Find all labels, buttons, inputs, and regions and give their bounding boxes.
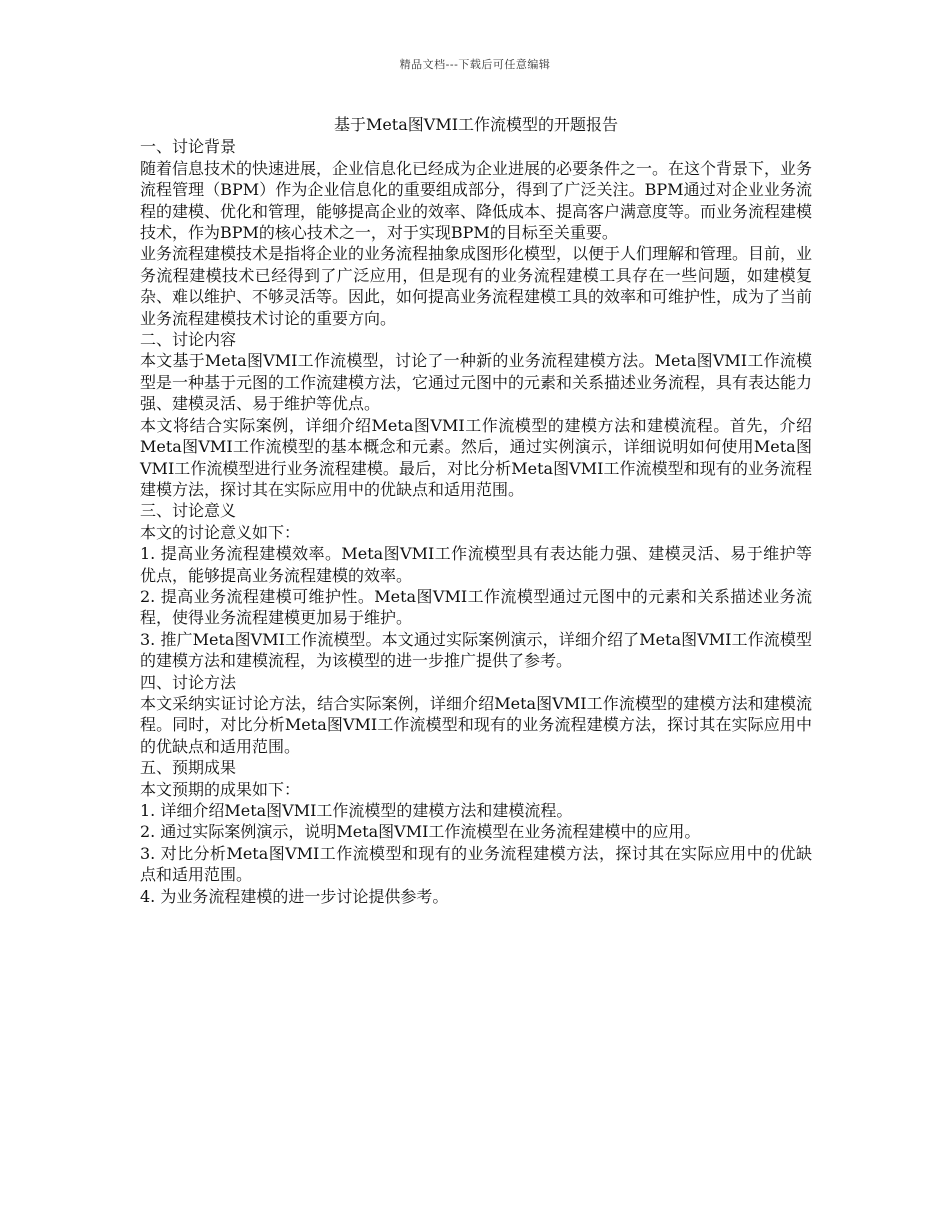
paragraph: 本文预期的成果如下： [140, 779, 301, 799]
paragraph: 本文的讨论意义如下： [140, 522, 301, 542]
section-method [140, 672, 812, 758]
paragraph: 本文基于Meta图VMI工作流模型，讨论了一种新的业务流程建模方法。Meta图VMI工作流模型是一种基于元图的工作流建模方法，它通过元图中的元素和关系描述业务流程，具有表达能力强、建模灵活、易于维护等优点。 [140, 351, 813, 414]
paragraph: 随着信息技术的快速进展，企业信息化已经成为企业进展的必要条件之一。在这个背景下，业务流程管理（BPM）作为企业信息化的重要组成部分，得到了广泛关注。BPM通过对企业业务流程的建模、优化和管理，能够提高企业的效率、降低成本、提高客户满意度等。而业务流程建模技术，作为BPM的核心技术之一，对于实现BPM的目标至关重要。 [140, 158, 813, 243]
section-heading: 二、讨论内容 [140, 330, 237, 350]
paragraph: 业务流程建模技术是指将企业的业务流程抽象成图形化模型，以便于人们理解和管理。目前，业务流程建模技术已经得到了广泛应用，但是现有的业务流程建模工具存在一些问题，如建模复杂、难以维护、不够灵活等。因此，如何提高业务流程建模工具的效率和可维护性，成为了当前业务流程建模技术讨论的重要方向。 [140, 244, 813, 328]
paragraph: 本文采纳实证讨论方法，结合实际案例，详细介绍Meta图VMI工作流模型的建模方法和建模流程。同时，对比分析Meta图VMI工作流模型和现有的业务流程建模方法，探讨其在实际应用中的优缺点和适用范围。 [140, 693, 812, 756]
section-background [140, 136, 812, 329]
section-expected-results [140, 757, 812, 907]
list-item: 2. 提高业务流程建模可维护性。Meta图VMI工作流模型通过元图中的元素和关系描述业务流程，使得业务流程建模更加易于维护。 [140, 586, 812, 628]
document-title: 基于Meta图VMI工作流模型的开题报告 [333, 115, 619, 134]
section-heading: 四、讨论方法 [140, 672, 237, 692]
list-item: 1. 详细介绍Meta图VMI工作流模型的建模方法和建模流程。 [140, 801, 573, 820]
document-body [140, 114, 812, 907]
list-item: 2. 通过实际案例演示，说明Meta图VMI工作流模型在业务流程建模中的应用。 [140, 822, 701, 842]
list-item: 1. 提高业务流程建模效率。Meta图VMI工作流模型具有表达能力强、建模灵活、易于维护等优点，能够提高业务流程建模的效率。 [140, 544, 812, 585]
page-header: 精品文档---下载后可任意编辑 [399, 58, 551, 71]
list-item: 4. 为业务流程建模的进一步讨论提供参考。 [140, 886, 449, 906]
section-heading: 三、讨论意义 [140, 501, 237, 521]
paragraph: 本文将结合实际案例，详细介绍Meta图VMI工作流模型的建模方法和建模流程。首先，介绍Meta图VMI工作流模型的基本概念和元素。然后，通过实例演示，详细说明如何使用Meta图VMI工作流模型进行业务流程建模。最后，对比分析Meta图VMI工作流模型和现有的业务流程建模方法，探讨其在实际应用中的优缺点和适用范围。 [140, 415, 812, 499]
list-item: 3. 推广Meta图VMI工作流模型。本文通过实际案例演示，详细介绍了Meta图VMI工作流模型的建模方法和建模流程，为该模型的进一步推广提供了参考。 [140, 629, 812, 671]
section-heading: 五、预期成果 [140, 758, 237, 778]
section-heading: 一、讨论背景 [140, 137, 237, 157]
section-significance [140, 500, 812, 671]
list-item: 3. 对比分析Meta图VMI工作流模型和现有的业务流程建模方法，探讨其在实际应用中的优缺点和适用范围。 [140, 843, 812, 885]
section-content [140, 329, 812, 500]
